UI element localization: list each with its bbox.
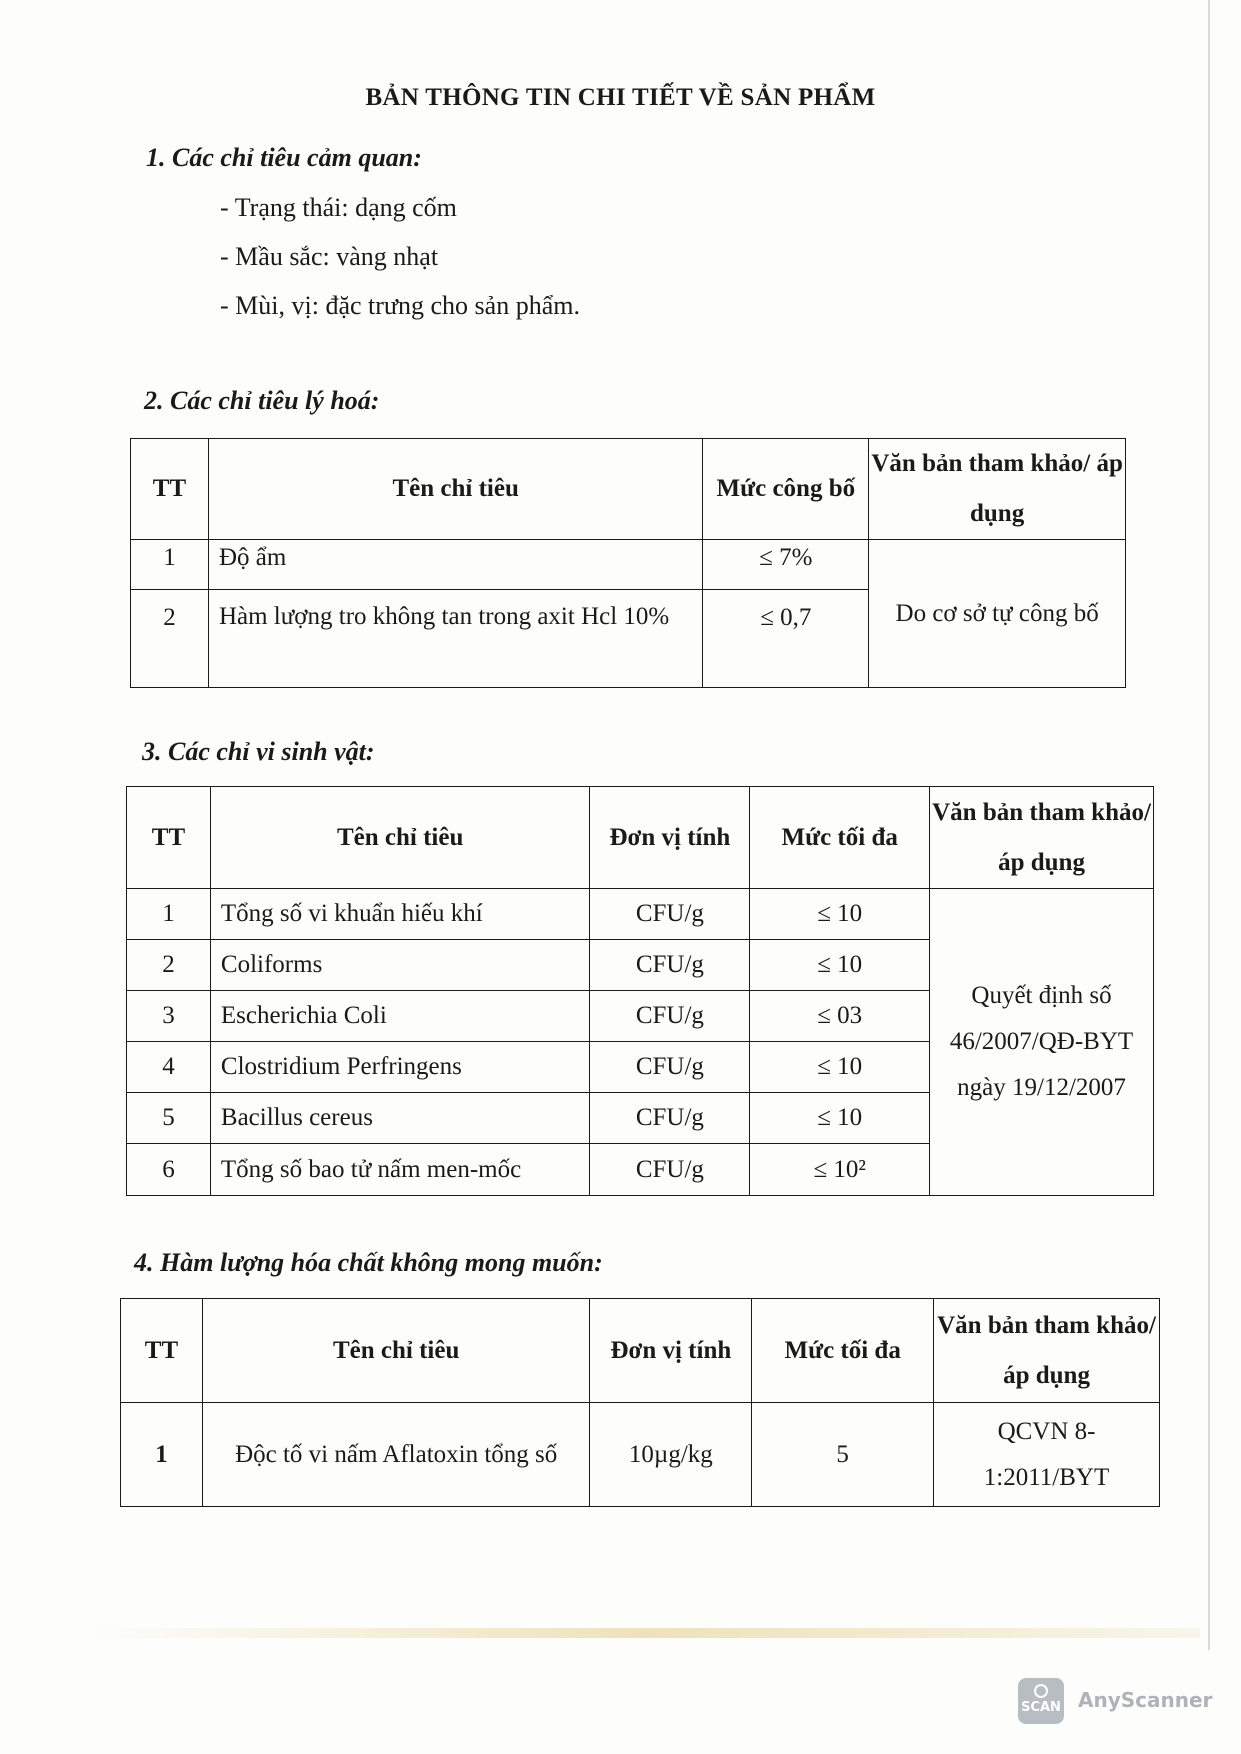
row-max: ≤ 10 — [750, 940, 930, 991]
section2-heading: 2. Các chỉ tiêu lý hoá: — [144, 386, 380, 415]
section1-heading: 1. Các chỉ tiêu cảm quan: — [146, 143, 422, 172]
row-max: ≤ 10² — [750, 1144, 930, 1196]
row-unit: CFU/g — [590, 991, 750, 1042]
row-name: Độ ẩm — [208, 540, 702, 590]
row-name: Clostridium Perfringens — [210, 1042, 590, 1093]
row-unit: CFU/g — [590, 940, 750, 991]
row-level: ≤ 0,7 — [703, 590, 869, 688]
row-name: Tổng số vi khuẩn hiếu khí — [210, 889, 590, 940]
row-tt: 1 — [121, 1403, 203, 1507]
header-max: Mức tối đa — [750, 787, 930, 889]
section1-item-state: - Trạng thái: dạng cốm — [220, 193, 457, 222]
microbiology-table — [126, 786, 1154, 1196]
camera-ring-icon — [1034, 1684, 1048, 1698]
logo-text: SCAN — [1021, 1700, 1061, 1715]
reference-cell: Do cơ sở tự công bố — [869, 540, 1126, 688]
table-row — [131, 540, 1126, 590]
row-tt: 2 — [127, 940, 211, 991]
table-row — [121, 1403, 1160, 1507]
row-tt: 3 — [127, 991, 211, 1042]
table-header-row — [127, 787, 1154, 889]
document-title: BẢN THÔNG TIN CHI TIẾT VỀ SẢN PHẨM — [365, 84, 876, 111]
row-level: ≤ 7% — [703, 540, 869, 590]
row-tt: 2 — [131, 590, 209, 688]
scan-shadow — [90, 1628, 1200, 1638]
row-unit: 10µg/kg — [590, 1403, 752, 1507]
page-edge — [1208, 0, 1210, 1650]
header-level: Mức công bố — [703, 439, 869, 540]
row-max: ≤ 10 — [750, 889, 930, 940]
table-row — [127, 889, 1154, 940]
header-tt: TT — [131, 439, 209, 540]
row-max: ≤ 03 — [750, 991, 930, 1042]
header-unit: Đơn vị tính — [590, 787, 750, 889]
row-max: ≤ 10 — [750, 1093, 930, 1144]
header-name: Tên chỉ tiêu — [202, 1299, 590, 1403]
row-max: ≤ 10 — [750, 1042, 930, 1093]
header-name: Tên chỉ tiêu — [210, 787, 590, 889]
row-tt: 5 — [127, 1093, 211, 1144]
section3-heading: 3. Các chỉ vi sinh vật: — [142, 737, 375, 766]
contaminants-table — [120, 1298, 1160, 1507]
section4-heading: 4. Hàm lượng hóa chất không mong muốn: — [134, 1248, 603, 1277]
row-tt: 4 — [127, 1042, 211, 1093]
row-name: Bacillus cereus — [210, 1093, 590, 1144]
physchem-table — [130, 438, 1126, 688]
section1-item-color: - Mầu sắc: vàng nhạt — [220, 242, 439, 271]
section1-item-taste: - Mùi, vị: đặc trưng cho sản phẩm. — [220, 291, 580, 320]
row-tt: 1 — [127, 889, 211, 940]
reference-cell: Quyết định số 46/2007/QĐ-BYT ngày 19/12/2007 — [930, 889, 1154, 1196]
row-name: Độc tố vi nấm Aflatoxin tổng số — [202, 1403, 590, 1507]
row-unit: CFU/g — [590, 1042, 750, 1093]
table-header-row — [131, 439, 1126, 540]
header-name: Tên chỉ tiêu — [208, 439, 702, 540]
header-unit: Đơn vị tính — [590, 1299, 752, 1403]
row-name: Tổng số bao tử nấm men-mốc — [210, 1144, 590, 1196]
row-tt: 6 — [127, 1144, 211, 1196]
header-ref: Văn bản tham khảo/ áp dụng — [934, 1299, 1160, 1403]
row-tt: 1 — [131, 540, 209, 590]
row-max: 5 — [752, 1403, 934, 1507]
scanner-brand: AnyScanner — [1078, 1688, 1213, 1712]
row-name: Coliforms — [210, 940, 590, 991]
row-ref: QCVN 8-1:2011/BYT — [934, 1403, 1160, 1507]
row-unit: CFU/g — [590, 1144, 750, 1196]
header-ref: Văn bản tham khảo/ áp dụng — [930, 787, 1154, 889]
scanner-logo — [1018, 1678, 1064, 1724]
header-tt: TT — [127, 787, 211, 889]
header-max: Mức tối đa — [752, 1299, 934, 1403]
row-unit: CFU/g — [590, 1093, 750, 1144]
row-name: Escherichia Coli — [210, 991, 590, 1042]
table-header-row — [121, 1299, 1160, 1403]
row-unit: CFU/g — [590, 889, 750, 940]
header-tt: TT — [121, 1299, 203, 1403]
header-ref: Văn bản tham khảo/ áp dụng — [869, 439, 1126, 540]
row-name: Hàm lượng tro không tan trong axit Hcl 10% — [208, 590, 702, 688]
